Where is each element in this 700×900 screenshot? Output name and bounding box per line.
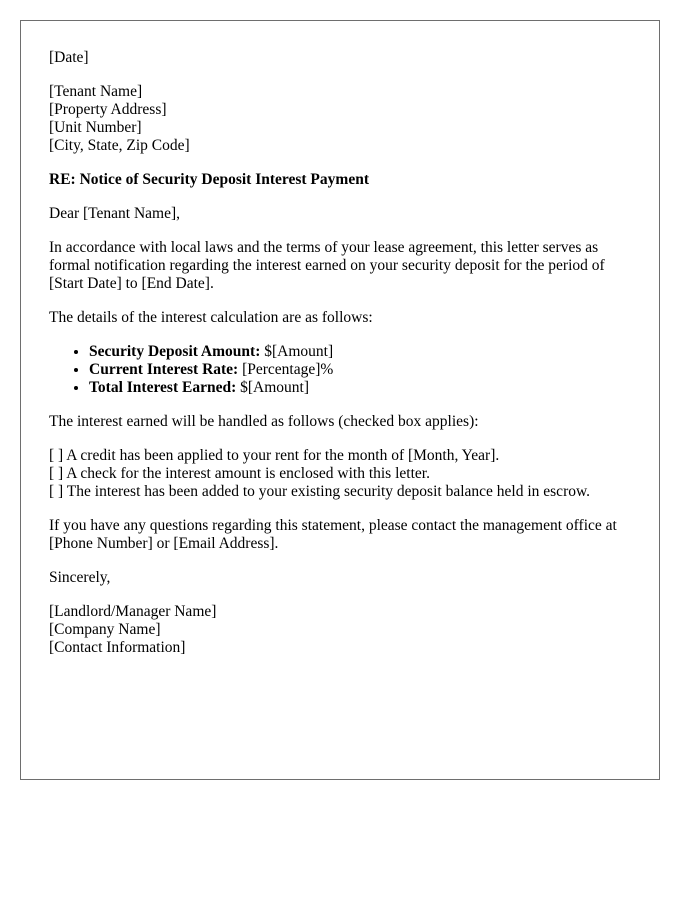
handling-options	[49, 447, 631, 501]
recipient-address: [Property Address]	[49, 101, 167, 118]
handling-intro: The interest earned will be handled as follows (checked box applies):	[49, 413, 479, 430]
recipient-address-block	[49, 83, 631, 155]
list-item	[89, 361, 631, 379]
list-item	[89, 379, 631, 397]
date-text: [Date]	[49, 49, 89, 66]
letter-page	[20, 20, 660, 780]
detail-value: $[Amount]	[264, 343, 334, 360]
signature-name: [Landlord/Manager Name]	[49, 603, 217, 620]
subject-line: RE: Notice of Security Deposit Interest Payment	[49, 171, 369, 188]
signature-contact: [Contact Information]	[49, 639, 186, 656]
closing: Sincerely,	[49, 569, 111, 586]
letter-date	[49, 49, 631, 67]
option-added-to-escrow: [ ] The interest has been added to your existing security deposit balance held in escrow.	[49, 483, 591, 500]
details-list	[49, 343, 631, 397]
detail-label: Current Interest Rate:	[89, 361, 239, 378]
option-rent-credit: [ ] A credit has been applied to your rent for the month of [Month, Year].	[49, 447, 500, 464]
recipient-unit: [Unit Number]	[49, 119, 142, 136]
questions-paragraph: If you have any questions regarding this statement, please contact the management office at [Phone Number] or [Email Address].	[49, 517, 617, 552]
list-item	[89, 343, 631, 361]
recipient-city: [City, State, Zip Code]	[49, 137, 190, 154]
signature-block	[49, 603, 631, 657]
intro-paragraph: In accordance with local laws and the terms of your lease agreement, this letter serves as formal notification regarding the interest earned on your security deposit for the period of [Start Date] to [End Date].	[49, 239, 605, 292]
detail-value: [Percentage]%	[242, 361, 334, 378]
detail-value: $[Amount]	[240, 379, 310, 396]
detail-label: Total Interest Earned:	[89, 379, 237, 396]
salutation: Dear [Tenant Name],	[49, 205, 181, 222]
detail-label: Security Deposit Amount:	[89, 343, 261, 360]
signature-company: [Company Name]	[49, 621, 161, 638]
details-intro: The details of the interest calculation are as follows:	[49, 309, 373, 326]
recipient-name: [Tenant Name]	[49, 83, 143, 100]
option-check-enclosed: [ ] A check for the interest amount is enclosed with this letter.	[49, 465, 430, 482]
